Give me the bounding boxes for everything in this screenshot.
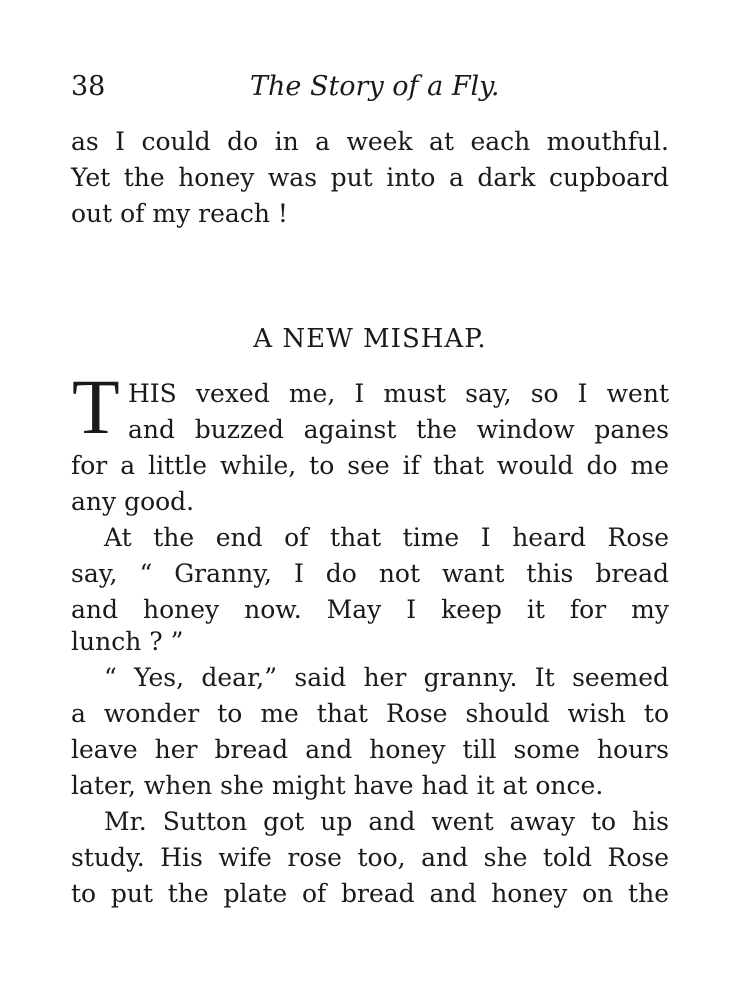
text-line: Yet the honey was put into a dark cupboard [71, 163, 669, 192]
text-line: a wonder to me that Rose should wish to [71, 699, 669, 728]
text-line: later, when she might have had it at once. [71, 771, 604, 800]
text-line: and honey now. May I keep it for my [71, 595, 669, 624]
text-line: as I could do in a week at each mouthful. [71, 127, 669, 156]
text-line: say, “ Granny, I do not want this bread [71, 559, 669, 588]
drop-cap: T [72, 363, 120, 450]
text-line: “ Yes, dear,” said her granny. It seemed [104, 663, 669, 692]
text-line: and buzzed against the window panes [128, 415, 669, 444]
section-heading: A NEW MISHAP. [253, 324, 487, 354]
text-line: to put the plate of bread and honey on the [71, 879, 669, 908]
text-line: lunch ? ” [71, 627, 184, 656]
text-line: At the end of that time I heard Rose [104, 523, 669, 552]
text-line: Mr. Sutton got up and went away to his [104, 807, 669, 836]
text-line: HIS vexed me, I must say, so I went [128, 379, 669, 408]
text-line: any good. [71, 487, 195, 516]
running-title: The Story of a Fly. [250, 71, 500, 102]
text-line: out of my reach ! [71, 199, 288, 228]
text-line: for a little while, to see if that would do me [71, 451, 669, 480]
text-line: leave her bread and honey till some hours [71, 735, 669, 764]
page-number: 38 [71, 71, 106, 102]
text-line: study. His wife rose too, and she told Rose [71, 843, 669, 872]
